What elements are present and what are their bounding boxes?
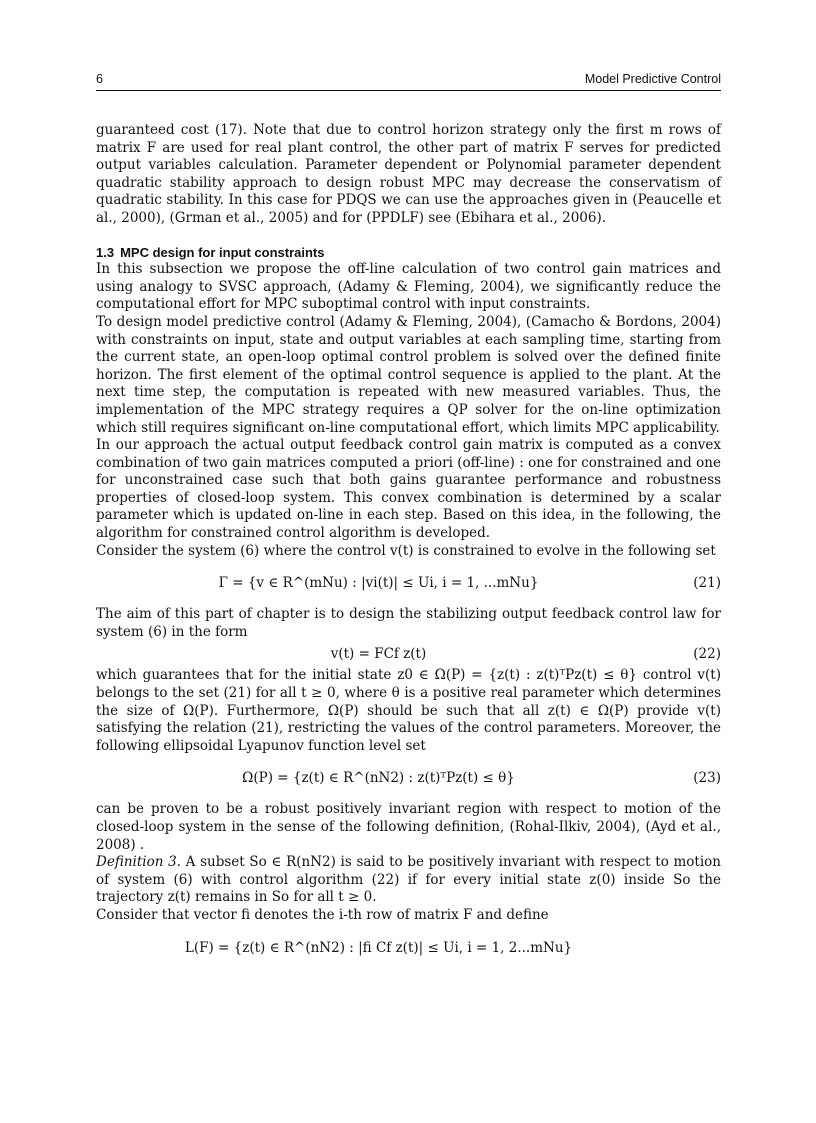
paragraph-mpc-design: To design model predictive control (Adamy & Fleming, 2004), (Camacho & Bordons, 2004) with constraints on input, state and output variables at each sampling time, starting from the current state, an open-loop optimal control problem is solved over the defined finite horizon. The first element of the optimal control sequence is applied to the plant. At the next time step, the computation is repeated with new measured variables. Thus, the implementation of the MPC strategy requires a QP solver for the on-line optimization which still requires significant on-line computational effort, which limits MPC applicability. [96,313,721,436]
page-body [96,122,721,971]
section-title: MPC design for input constraints [120,244,325,260]
running-title: Model Predictive Control [584,72,721,86]
definition-text: A subset So ∈ R(nN2) is said to be positively invariant with respect to motion of system (6) with control algorithm (22) if for every initial state z(0) inside So the trajectory z(t) remains in So for all t ≥ 0. [96,854,721,906]
paragraph-aim: The aim of this part of chapter is to design the stabilizing output feedback control law for system (6) in the form [96,606,721,640]
paragraph-consider-system: Consider the system (6) where the control v(t) is constrained to evolve in the following set [96,542,716,559]
paragraph-definition-3 [96,854,721,907]
section-heading [96,244,721,262]
equation-L-body: L(F) = {z(t) ∈ R^(nN2) : |fi Cf z(t)| ≤ Ui, i = 1, 2...mNu} [184,939,573,956]
paragraph-our-approach: In our approach the actual output feedback control gain matrix is computed as a convex combination of two gain matrices computed a priori (off-line) : one for constrained and one for unconstrained case such that both gains guarantee performance and robustness properties of closed-loop system. This convex combination is determined by a scalar parameter which is updated on-line in each step. Based on this idea, in the following, the algorithm for constrained control algorithm is developed. [96,437,721,542]
equation-21-body: Γ = {v ∈ R^(mNu) : |vi(t)| ≤ Ui, i = 1, ...mNu} [218,575,539,592]
equation-21-number: (21) [693,575,721,592]
equation-23-body: Ω(P) = {z(t) ∈ R^(nN2) : z(t)ᵀPz(t) ≤ θ} [242,770,515,787]
equation-21 [96,572,721,594]
equation-L [96,937,721,959]
paragraph-invariant-region: can be proven to be a robust positively invariant region with respect to motion of the closed-loop system in the sense of the following definition, (Rohal-Ilkiv, 2004), (Ayd et al., 2008) . [96,801,721,853]
page-number: 6 [96,72,103,86]
equation-23 [96,767,721,789]
page-header [96,72,721,91]
equation-23-number: (23) [693,770,721,787]
definition-label: Definition 3. [96,854,181,871]
paragraph-guarantees: which guarantees that for the initial state z0 ∈ Ω(P) = {z(t) : z(t)ᵀPz(t) ≤ θ} control v(t) belongs to the set (21) for all t ≥ 0, where θ is a positive real parameter which determines the size of Ω(P). Furthermore, Ω(P) should be such that all z(t) ∈ Ω(P) provide v(t) satisfying the relation (21), restricting the values of the control parameters. Moreover, the following ellipsoidal Lyapunov function level set [96,667,721,754]
section-number: 1.3 [96,244,115,260]
paragraph-subsection-intro: In this subsection we propose the off-line calculation of two control gain matrices and using analogy to SVSC approach, (Adamy & Fleming, 2004), we significantly reduce the computational effort for MPC suboptimal control with input constraints. [96,261,721,313]
equation-22-number: (22) [693,646,721,663]
equation-22-body: v(t) = FCf z(t) [330,646,427,663]
paragraph-guaranteed-cost: guaranteed cost (17). Note that due to control horizon strategy only the first m rows of matrix F are used for real plant control, the other part of matrix F serves for predicted output variables calculation. Parameter dependent or Polynomial parameter dependent quadratic stability approach to design robust MPC may decrease the conservatism of quadratic stability. In this case for PDQS we can use the approaches given in (Peaucelle et al., 2000), (Grman et al., 2005) and for (PPDLF) see (Ebihara et al., 2006). [96,122,721,226]
paragraph-consider-vector: Consider that vector fi denotes the i-th row of matrix F and define [96,906,549,923]
equation-22 [96,643,721,665]
